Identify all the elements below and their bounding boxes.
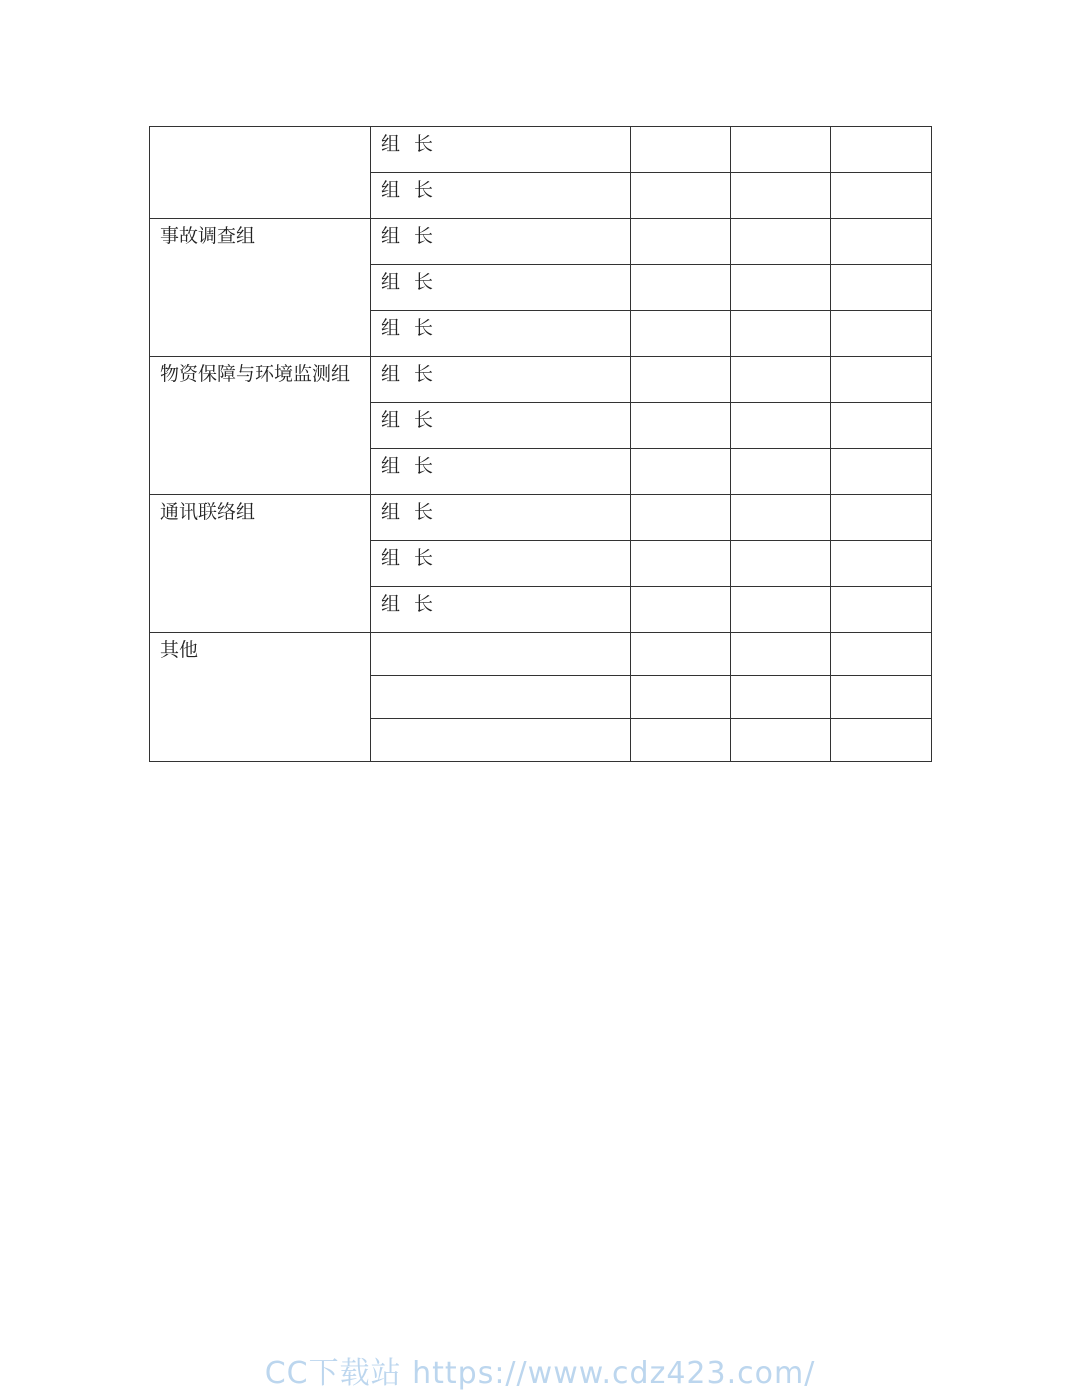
- blank-cell: [731, 219, 831, 265]
- table-row: [150, 495, 932, 541]
- blank-cell: [731, 357, 831, 403]
- group-name-cell: 其他: [150, 633, 371, 762]
- role-cell: 组 长: [371, 449, 631, 495]
- blank-cell: [731, 127, 831, 173]
- role-cell: 组 长: [371, 127, 631, 173]
- blank-cell: [831, 219, 932, 265]
- blank-cell: [731, 719, 831, 762]
- blank-cell: [831, 719, 932, 762]
- blank-cell: [631, 449, 731, 495]
- role-cell: 组 长: [371, 541, 631, 587]
- blank-cell: [731, 587, 831, 633]
- blank-cell: [831, 676, 932, 719]
- blank-cell: [831, 173, 932, 219]
- blank-cell: [831, 403, 932, 449]
- blank-cell: [631, 719, 731, 762]
- role-cell: 组 长: [371, 265, 631, 311]
- blank-cell: [631, 357, 731, 403]
- blank-cell: [731, 495, 831, 541]
- blank-cell: [631, 403, 731, 449]
- blank-cell: [731, 173, 831, 219]
- blank-cell: [731, 633, 831, 676]
- blank-cell: [631, 633, 731, 676]
- blank-cell: [631, 495, 731, 541]
- blank-cell: [631, 173, 731, 219]
- watermark-text: CC下载站 https://www.cdz423.com/: [264, 1356, 816, 1391]
- blank-cell: [631, 541, 731, 587]
- blank-cell: [631, 587, 731, 633]
- blank-cell: [731, 311, 831, 357]
- table-row: [150, 127, 932, 173]
- blank-cell: [831, 541, 932, 587]
- role-cell: 组 长: [371, 311, 631, 357]
- blank-cell: [731, 449, 831, 495]
- group-name-cell: 通讯联络组: [150, 495, 371, 633]
- organization-table: [149, 126, 932, 762]
- table-row: [150, 357, 932, 403]
- blank-cell: [831, 311, 932, 357]
- blank-cell: [631, 265, 731, 311]
- role-cell: 组 长: [371, 357, 631, 403]
- role-cell: 组 长: [371, 403, 631, 449]
- blank-cell: [831, 357, 932, 403]
- role-cell: [371, 633, 631, 676]
- role-cell: 组 长: [371, 173, 631, 219]
- role-cell: 组 长: [371, 495, 631, 541]
- role-cell: [371, 719, 631, 762]
- blank-cell: [631, 127, 731, 173]
- group-name-cell: 物资保障与环境监测组: [150, 357, 371, 495]
- blank-cell: [731, 265, 831, 311]
- blank-cell: [831, 587, 932, 633]
- blank-cell: [831, 495, 932, 541]
- group-name-cell: [150, 127, 371, 219]
- blank-cell: [831, 449, 932, 495]
- blank-cell: [831, 265, 932, 311]
- role-cell: 组 长: [371, 219, 631, 265]
- blank-cell: [831, 127, 932, 173]
- role-cell: 组 长: [371, 587, 631, 633]
- group-name-cell: 事故调查组: [150, 219, 371, 357]
- blank-cell: [631, 219, 731, 265]
- role-cell: [371, 676, 631, 719]
- blank-cell: [731, 541, 831, 587]
- blank-cell: [731, 403, 831, 449]
- blank-cell: [731, 676, 831, 719]
- blank-cell: [831, 633, 932, 676]
- table-row: [150, 633, 932, 676]
- blank-cell: [631, 676, 731, 719]
- table-row: [150, 219, 932, 265]
- blank-cell: [631, 311, 731, 357]
